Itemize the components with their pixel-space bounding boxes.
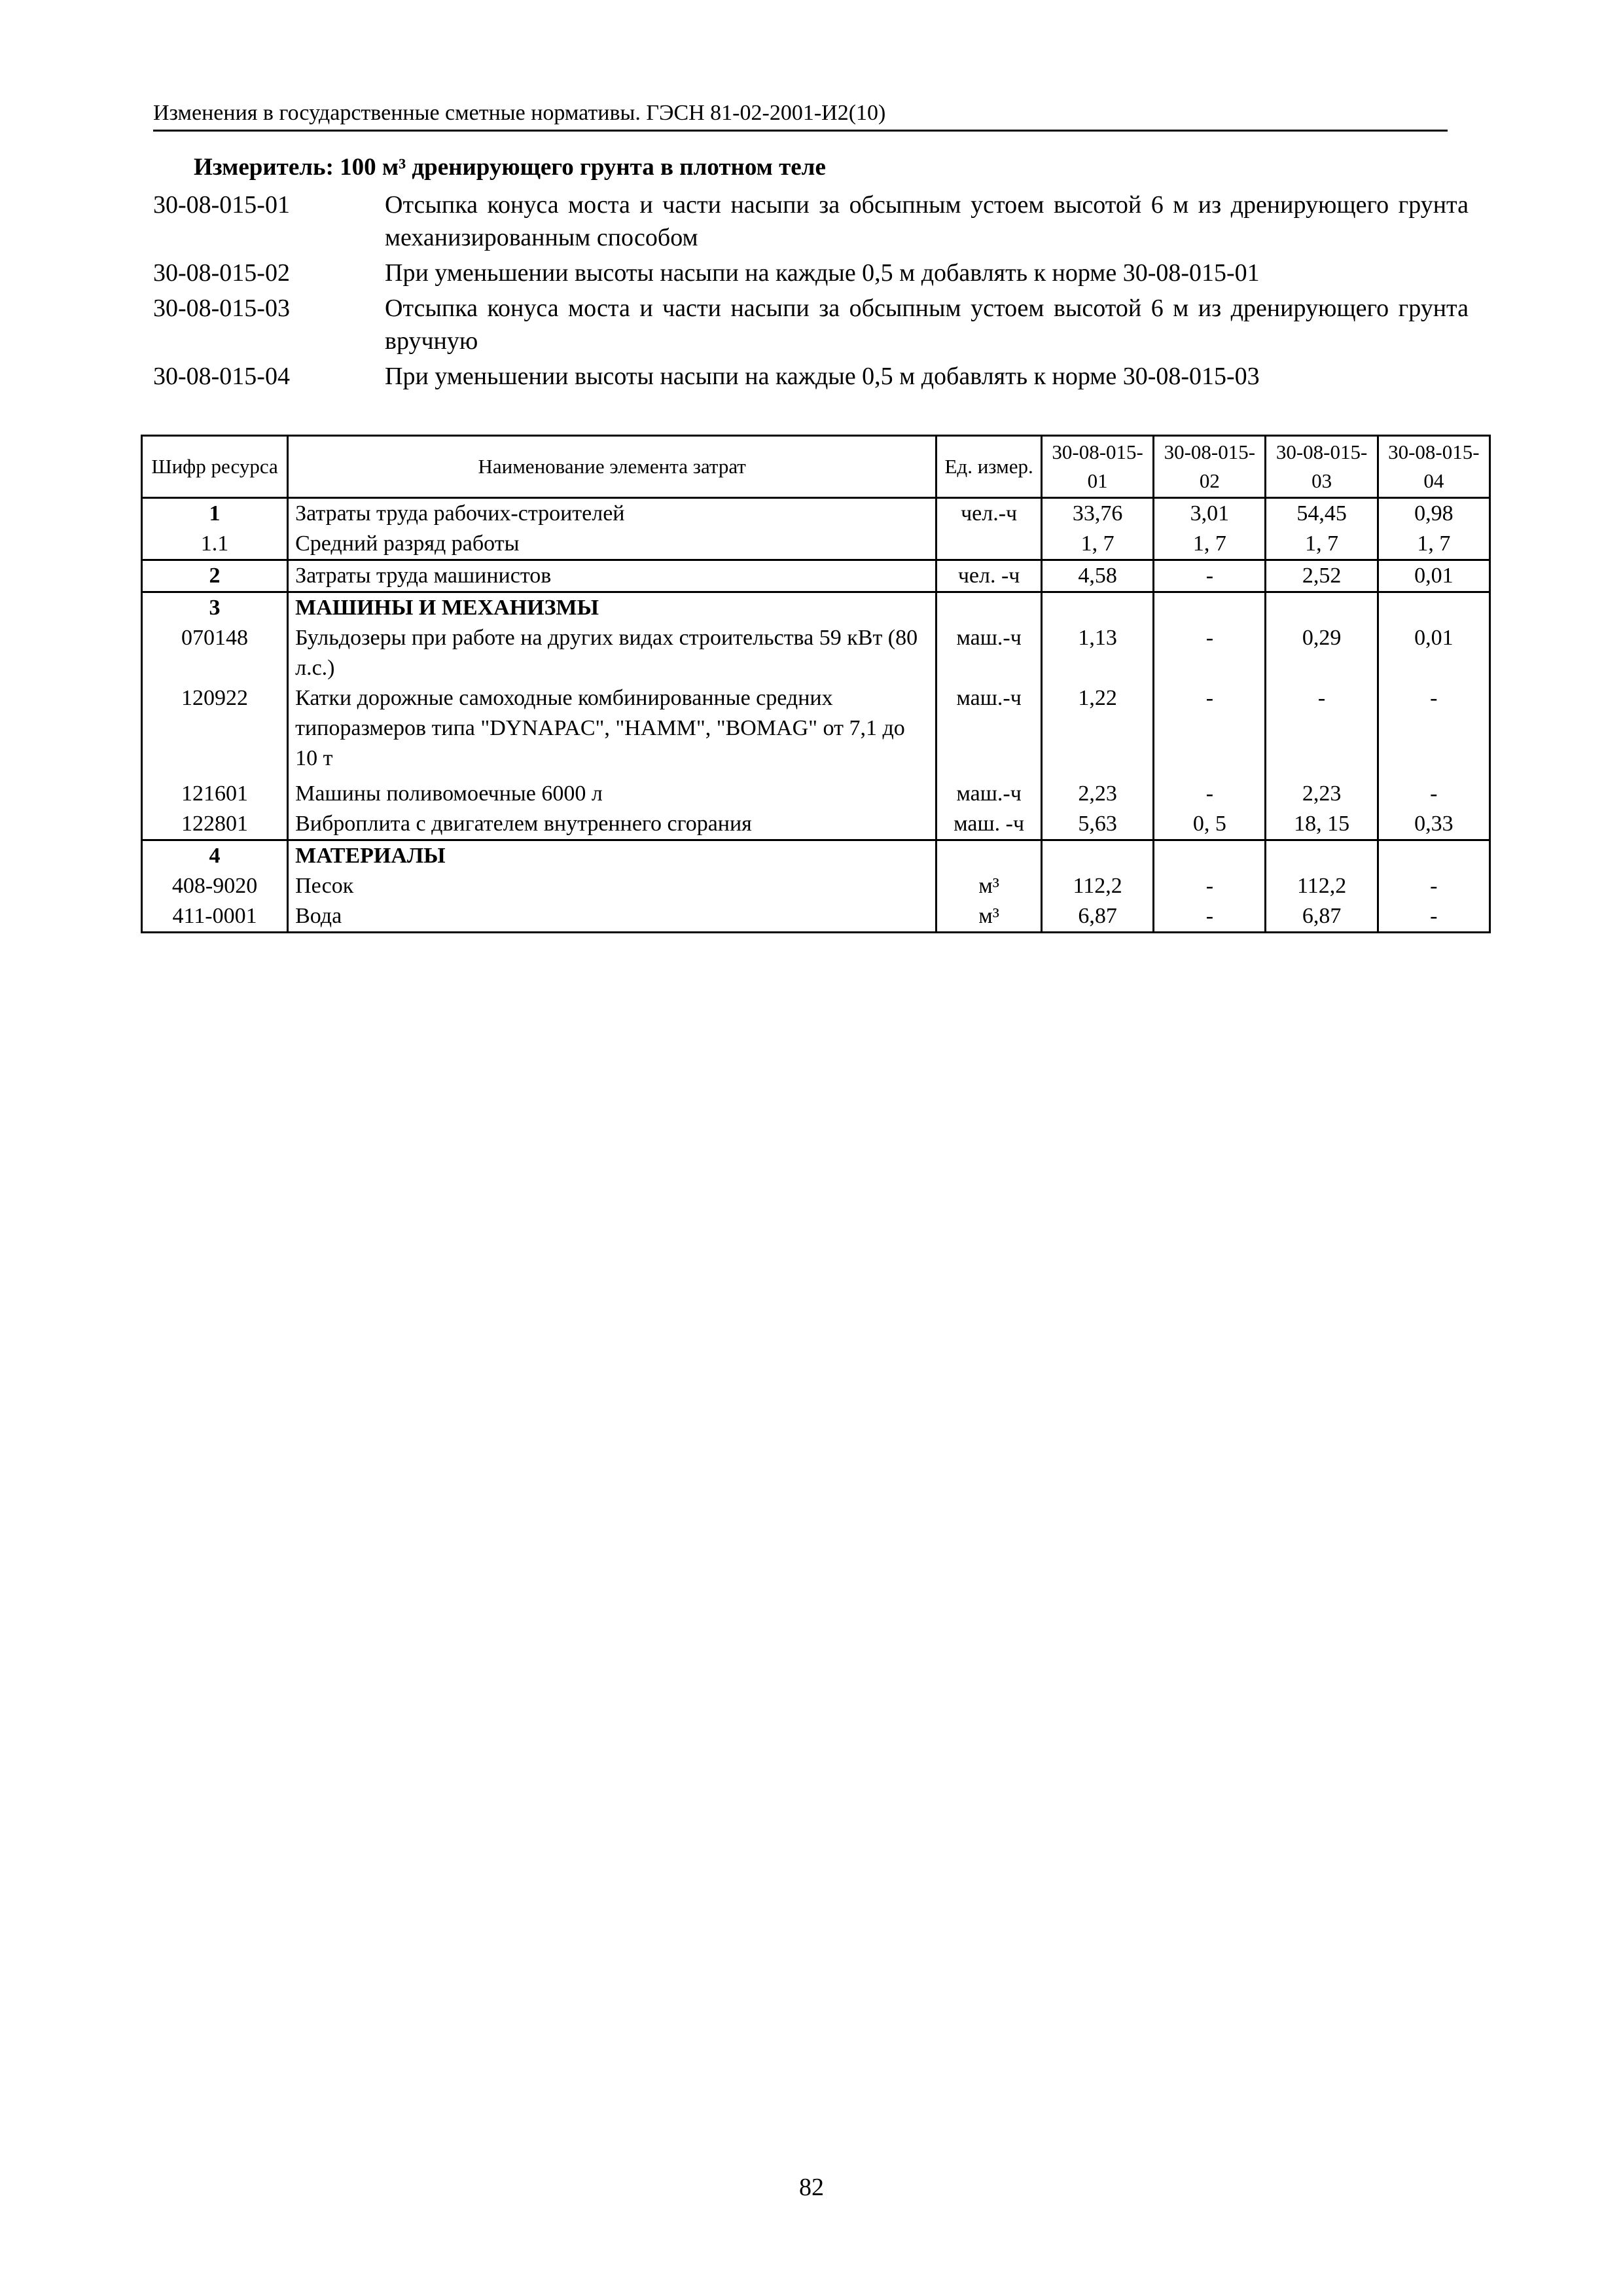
header-unit: Ед. измер. <box>936 436 1042 498</box>
cell-value: 6,87 <box>1266 901 1378 933</box>
cell-code: 4 <box>142 840 288 872</box>
norm-code: 30-08-015-04 <box>153 363 290 390</box>
norm-text: При уменьшении высоты насыпи на каждые 0,5 м добавлять к норме 30-08-015-01 <box>385 259 1260 287</box>
cell-value: 112,2 <box>1266 871 1378 901</box>
cell-code: 070148 <box>142 623 288 683</box>
cell-value: 0, 5 <box>1154 809 1266 840</box>
norm-text: Отсыпка конуса моста и части насыпи за обсыпным устоем высотой 6 м из дренирующего грунта вручную <box>385 295 1469 355</box>
cell-name: МАШИНЫ И МЕХАНИЗМЫ <box>288 592 936 624</box>
norm-code: 30-08-015-03 <box>153 295 290 322</box>
cell-unit: чел.-ч <box>936 498 1042 529</box>
cell-value: 0,33 <box>1378 809 1489 840</box>
cell-name: Средний разряд работы <box>288 529 936 560</box>
cell-unit <box>936 529 1042 560</box>
cell-name: Затраты труда машинистов <box>288 560 936 592</box>
table-row <box>142 683 1490 779</box>
cell-value: 4,58 <box>1042 560 1154 592</box>
cell-name: Бульдозеры при работе на других видах строительства 59 кВт (80 л.с.) <box>288 623 936 683</box>
cell-value: - <box>1154 901 1266 933</box>
cell-value: 2,23 <box>1042 779 1154 809</box>
cell-value: - <box>1154 560 1266 592</box>
table-row <box>142 498 1490 529</box>
cell-value <box>1378 840 1489 872</box>
cell-name: Машины поливомоечные 6000 л <box>288 779 936 809</box>
cell-unit <box>936 592 1042 624</box>
cell-unit: м³ <box>936 901 1042 933</box>
cell-value <box>1042 840 1154 872</box>
cell-value: 5,63 <box>1042 809 1154 840</box>
header-norm-1: 30-08-015-01 <box>1042 436 1154 498</box>
cell-unit: чел. -ч <box>936 560 1042 592</box>
table-row <box>142 560 1490 592</box>
cell-unit: маш.-ч <box>936 683 1042 779</box>
cell-name: Катки дорожные самоходные комбинированные средних типоразмеров типа "DYNAPAC", "HAMM", "BOMAG" от 7,1 до 10 т <box>288 683 936 779</box>
cell-value: 0,29 <box>1266 623 1378 683</box>
cell-value <box>1266 592 1378 624</box>
cell-value: 1, 7 <box>1378 529 1489 560</box>
cell-value: 1,22 <box>1042 683 1154 779</box>
header-norm-4: 30-08-015-04 <box>1378 436 1489 498</box>
cell-value: 6,87 <box>1042 901 1154 933</box>
cell-value: 1,13 <box>1042 623 1154 683</box>
table-header-row <box>142 436 1490 498</box>
cell-unit <box>936 840 1042 872</box>
cell-value: 1, 7 <box>1154 529 1266 560</box>
cell-name: Затраты труда рабочих-строителей <box>288 498 936 529</box>
cell-value: 54,45 <box>1266 498 1378 529</box>
cell-code: 121601 <box>142 779 288 809</box>
table-row <box>142 623 1490 683</box>
cell-value <box>1154 840 1266 872</box>
cell-unit: маш. -ч <box>936 809 1042 840</box>
cell-value: - <box>1378 779 1489 809</box>
cell-value: 2,52 <box>1266 560 1378 592</box>
cell-code: 3 <box>142 592 288 624</box>
norm-code: 30-08-015-02 <box>153 259 290 287</box>
header-code: Шифр ресурса <box>142 436 288 498</box>
table-row <box>142 809 1490 840</box>
header-norm-3: 30-08-015-03 <box>1266 436 1378 498</box>
cell-value: 1, 7 <box>1266 529 1378 560</box>
cell-name: Вода <box>288 901 936 933</box>
cell-name: МАТЕРИАЛЫ <box>288 840 936 872</box>
cell-code: 122801 <box>142 809 288 840</box>
cell-name: Виброплита с двигателем внутреннего сгорания <box>288 809 936 840</box>
cell-value: - <box>1154 779 1266 809</box>
cell-value: - <box>1154 871 1266 901</box>
cell-code: 411-0001 <box>142 901 288 933</box>
table-row <box>142 779 1490 809</box>
header-name: Наименование элемента затрат <box>288 436 936 498</box>
cell-value: - <box>1154 623 1266 683</box>
cell-value: - <box>1378 683 1489 779</box>
cell-value: 112,2 <box>1042 871 1154 901</box>
cell-code: 1 <box>142 498 288 529</box>
cell-value <box>1154 592 1266 624</box>
cell-value: 1, 7 <box>1042 529 1154 560</box>
cell-code: 2 <box>142 560 288 592</box>
cell-unit: маш.-ч <box>936 779 1042 809</box>
norm-code: 30-08-015-01 <box>153 191 290 219</box>
cell-unit: м³ <box>936 871 1042 901</box>
table-row <box>142 592 1490 624</box>
norm-item <box>153 257 1469 289</box>
document-header: Изменения в государственные сметные нормативы. ГЭСН 81-02-2001-И2(10) <box>153 98 1448 132</box>
norm-item <box>153 360 1469 393</box>
cell-value <box>1266 840 1378 872</box>
table-row <box>142 871 1490 901</box>
norm-text: Отсыпка конуса моста и части насыпи за обсыпным устоем высотой 6 м из дренирующего грунта механизированным способом <box>385 191 1469 251</box>
resource-table <box>141 435 1491 933</box>
cell-value <box>1378 592 1489 624</box>
cell-value: 33,76 <box>1042 498 1154 529</box>
cell-code: 1.1 <box>142 529 288 560</box>
cell-name: Песок <box>288 871 936 901</box>
norm-item <box>153 292 1469 357</box>
norm-text: При уменьшении высоты насыпи на каждые 0,5 м добавлять к норме 30-08-015-03 <box>385 363 1260 390</box>
norm-item <box>153 188 1469 254</box>
cell-value: 3,01 <box>1154 498 1266 529</box>
norm-list <box>153 188 1469 395</box>
cell-value: 0,98 <box>1378 498 1489 529</box>
header-norm-2: 30-08-015-02 <box>1154 436 1266 498</box>
cell-code: 408-9020 <box>142 871 288 901</box>
cell-value: - <box>1378 901 1489 933</box>
table-row <box>142 529 1490 560</box>
cell-unit: маш.-ч <box>936 623 1042 683</box>
table-row <box>142 840 1490 872</box>
page-number: 82 <box>799 2174 824 2201</box>
cell-value: - <box>1378 871 1489 901</box>
cell-code: 120922 <box>142 683 288 779</box>
cell-value: 2,23 <box>1266 779 1378 809</box>
cell-value: 0,01 <box>1378 623 1489 683</box>
cell-value <box>1042 592 1154 624</box>
cell-value: - <box>1266 683 1378 779</box>
meter-title: Измеритель: 100 м³ дренирующего грунта в плотном теле <box>194 154 826 181</box>
cell-value: 0,01 <box>1378 560 1489 592</box>
cell-value: - <box>1154 683 1266 779</box>
table-row <box>142 901 1490 933</box>
cell-value: 18, 15 <box>1266 809 1378 840</box>
